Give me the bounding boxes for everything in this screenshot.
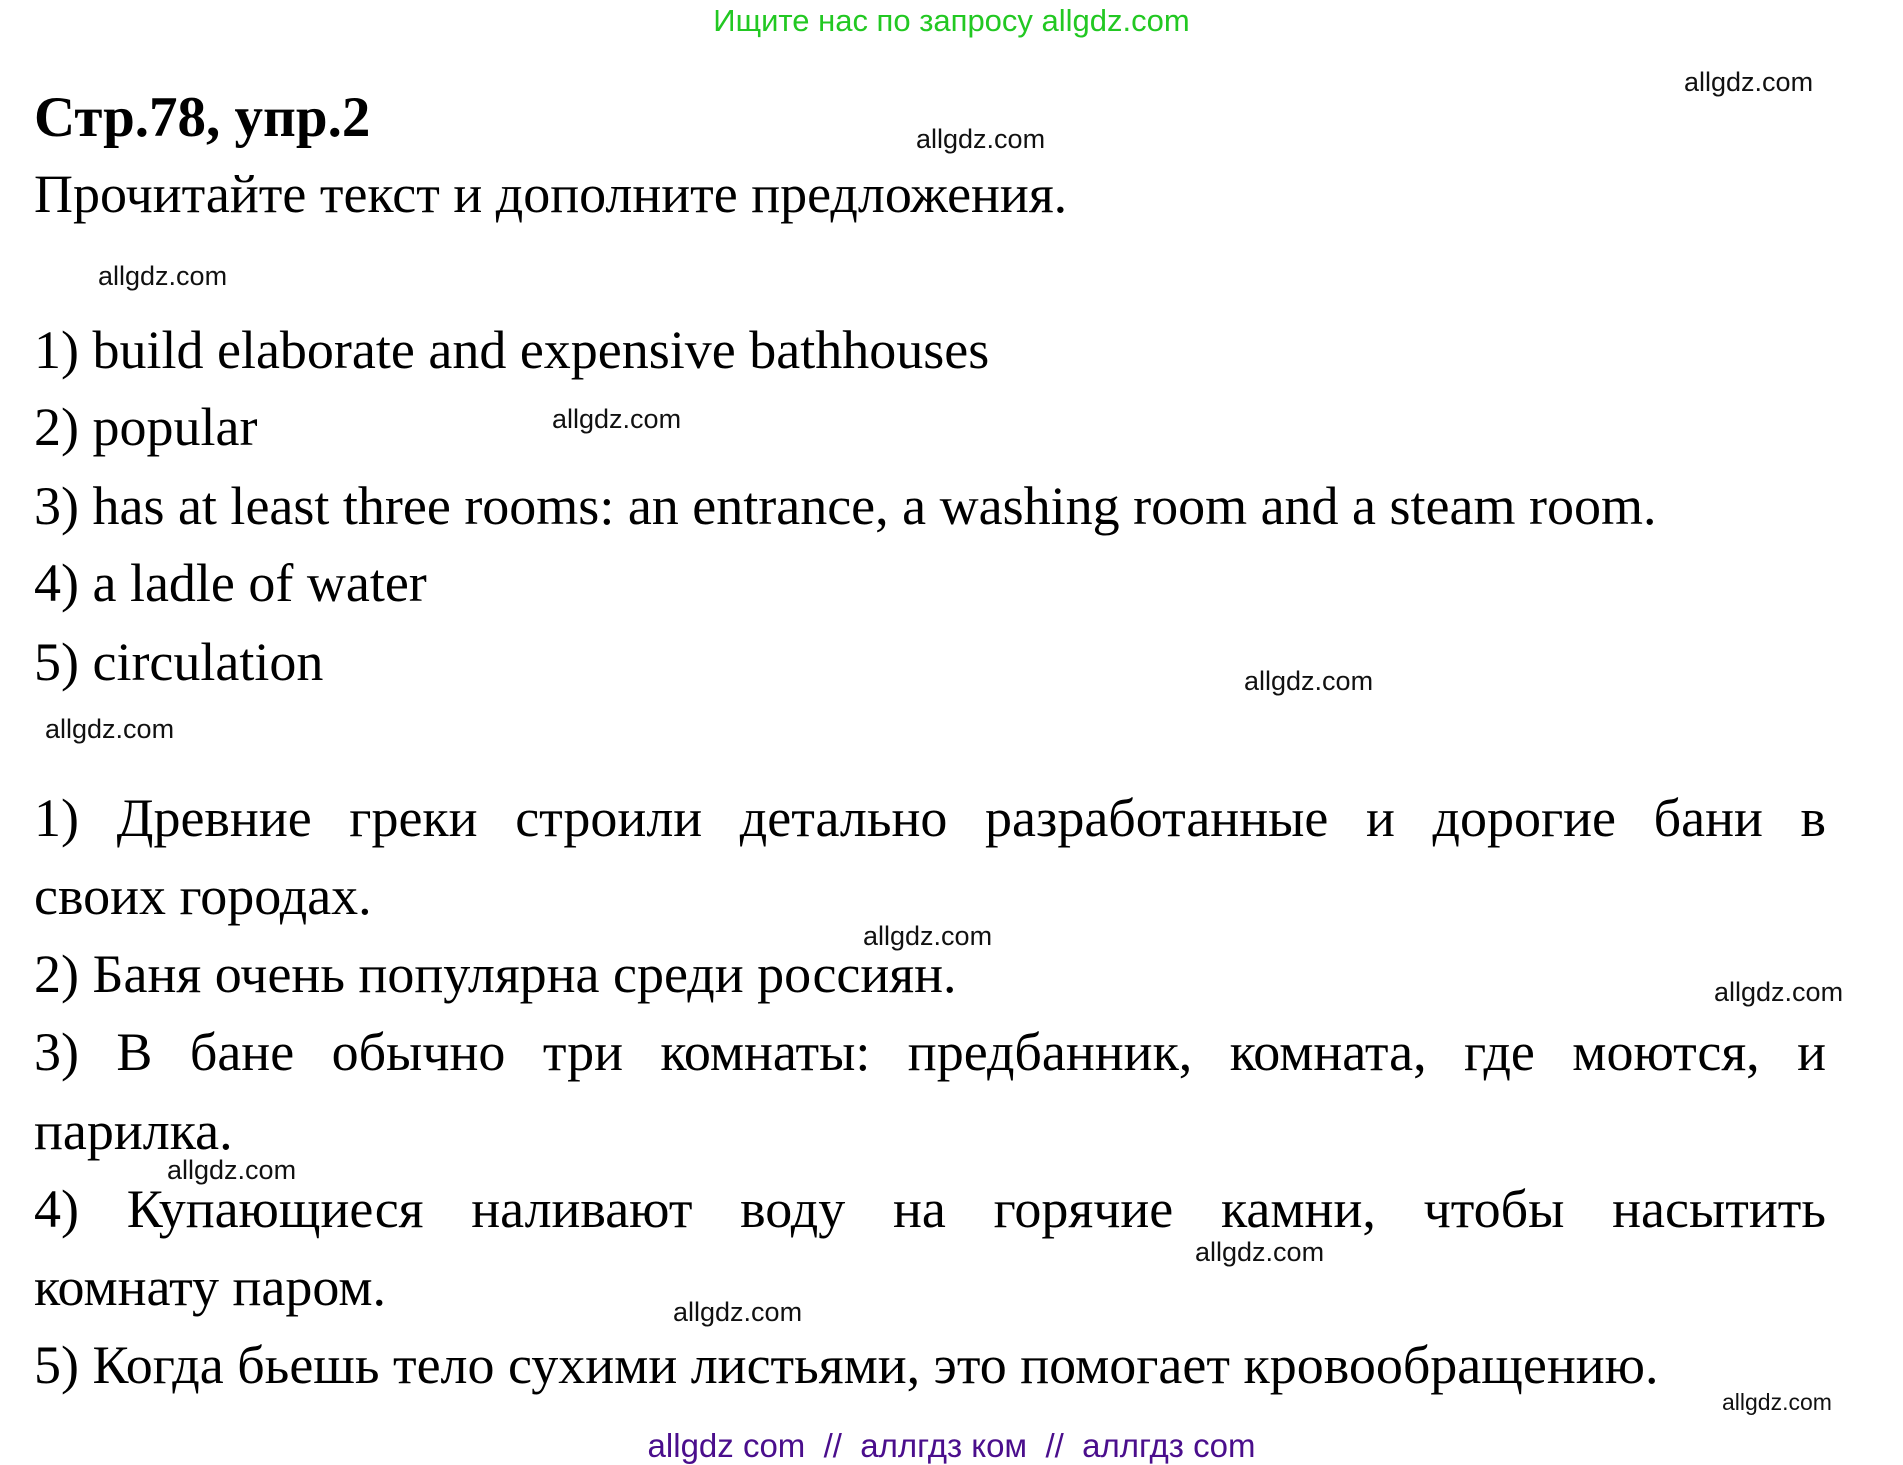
watermark: allgdz.com xyxy=(863,921,993,951)
watermark: allgdz.com xyxy=(1195,1237,1325,1267)
watermark: allgdz.com xyxy=(1244,666,1374,696)
watermark: allgdz.com xyxy=(1722,1389,1832,1415)
search-hint-banner[interactable]: Ищите нас по запросу allgdz.com xyxy=(713,3,1190,38)
translation-item-4-line-2: комнату паром. xyxy=(34,1257,387,1317)
answer-item-4: 4) a ladle of water xyxy=(34,553,427,613)
answer-item-2: 2) popular xyxy=(34,397,258,457)
translation-item-1-line-1: 1) Древние греки строили детально разработанные и дорогие бани в xyxy=(34,788,1826,848)
watermark: allgdz.com xyxy=(45,714,175,744)
exercise-instruction: Прочитайте текст и дополните предложения. xyxy=(34,164,1068,224)
answer-item-5: 5) circulation xyxy=(34,632,324,692)
watermark: allgdz.com xyxy=(916,124,1046,154)
translation-item-4-line-1: 4) Купающиеся наливают воду на горячие камни, чтобы насытить xyxy=(34,1179,1826,1239)
watermark: allgdz.com xyxy=(673,1297,803,1327)
footer-site-links[interactable]: allgdz com // аллгдз ком // аллгдз com xyxy=(647,1427,1256,1464)
answer-item-1: 1) build elaborate and expensive bathhouses xyxy=(34,320,990,380)
watermark: allgdz.com xyxy=(167,1155,297,1185)
watermark: allgdz.com xyxy=(98,261,228,291)
translation-item-2: 2) Баня очень популярна среди россиян. xyxy=(34,944,957,1004)
translation-item-5: 5) Когда бьешь тело сухими листьями, это помогает кровообращению. xyxy=(34,1335,1659,1395)
translation-item-3-line-1: 3) В бане обычно три комнаты: предбанник, комната, где моются, и xyxy=(34,1022,1826,1082)
translation-item-3-line-2: парилка. xyxy=(34,1101,233,1161)
page-title: Стр.78, упр.2 xyxy=(34,86,371,149)
watermark: allgdz.com xyxy=(552,404,682,434)
answer-item-3: 3) has at least three rooms: an entrance, a washing room and a steam room. xyxy=(34,476,1657,536)
watermark: allgdz.com xyxy=(1714,977,1844,1007)
translation-item-1-line-2: своих городах. xyxy=(34,866,372,926)
watermark: allgdz.com xyxy=(1684,67,1814,97)
